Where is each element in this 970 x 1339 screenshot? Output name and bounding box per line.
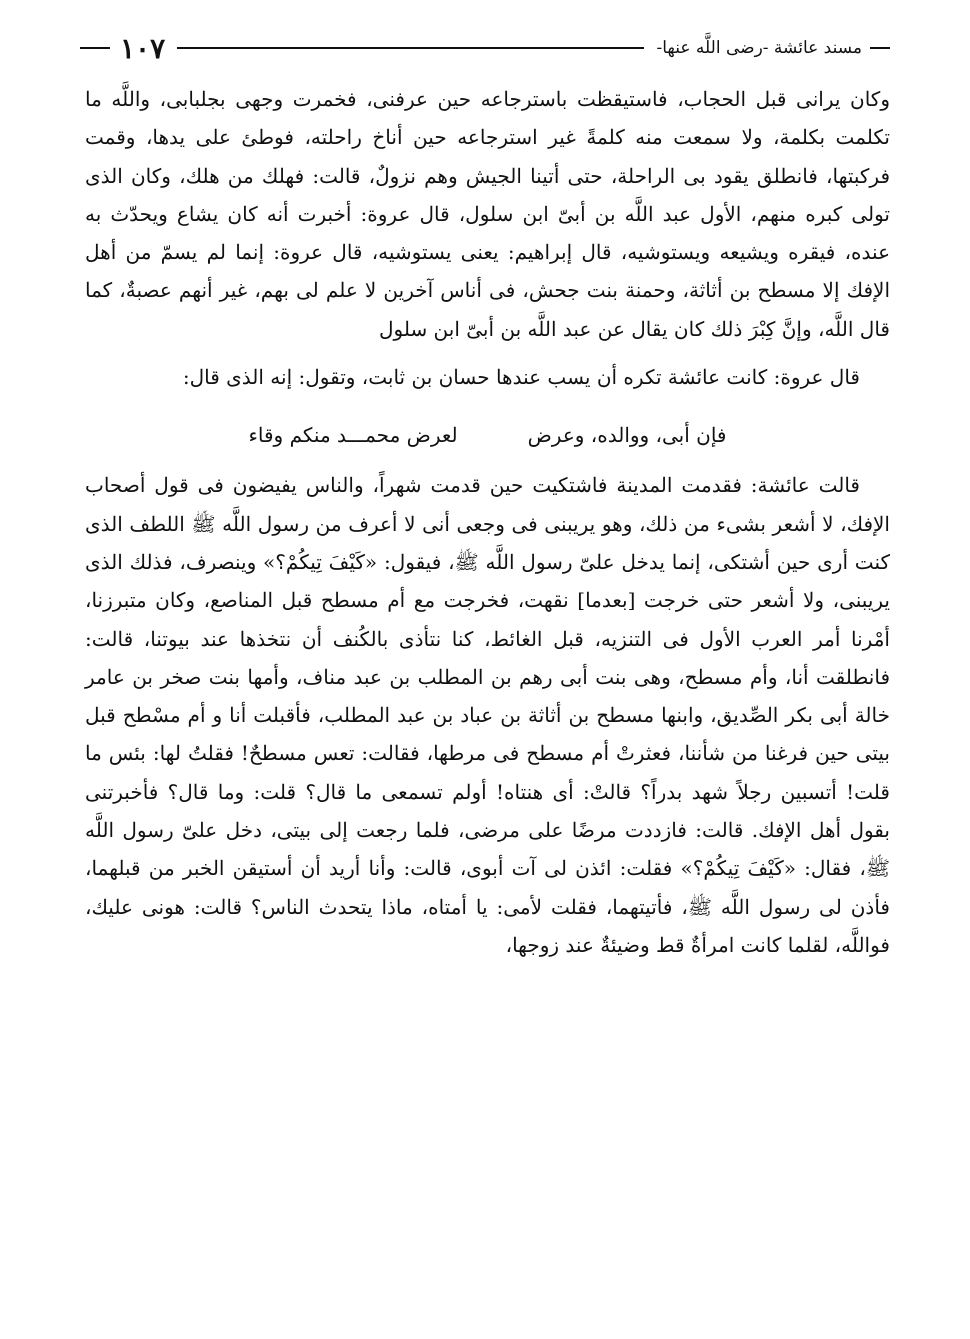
header-dash-right	[870, 47, 890, 49]
poem-verse	[85, 416, 890, 454]
page-header	[80, 28, 890, 68]
verse-second-hemistich: لعرض محمـــد منكم وقاء	[248, 423, 458, 448]
page-number: ١٠٧	[120, 31, 166, 65]
header-dash-left	[80, 47, 110, 49]
paragraph-3: قالت عائشة: فقدمت المدينة فاشتكيت حين قدمت شهراً، والناس يفيضون فى قول أصحاب الإفك، لا أشعر بشىء من ذلك، وهو يريبنى فى وجعى أنى لا أعرف من رسول اللَّه ﷺ اللطف الذى كنت أرى حين أشتكى، إنما يدخل علىّ رسول اللَّه ﷺ، فيقول: «كَيْفَ تِيكُمْ؟» وينصرف، فذلك الذى يريبنى، ولا أشعر حتى خرجت [بعدما] نقهت، فخرجت مع أم مسطح قبل المناصع، وكان متبرزنا، أمْرنا أمر العرب الأول فى التنزيه، قبل الغائط، كنا نتأذى بالكُنف أن نتخذها عند بيوتنا، قالت: فانطلقت أنا، وأم مسطح، وهى بنت أبى رهم بن المطلب بن عبد مناف، وأمها بنت صخر بن عامر خالة أبى بكر الصِّديق، وابنها مسطح بن أثاثة بن عباد بن عبد المطلب، فأقبلت أنا و أم مسْطح قبل بيتى حين فرغنا من شأننا، فعثرتْ أم مسطح فى مرطها، فقالت: تعس مسطحٌ! فقلتُ لها: بئس ما قلت! أتسبين رجلاً شهد بدراً؟ قالتْ: أى هنتاه! أولم تسمعى ما قال؟ قلت: وما قال؟ فأخبرتنى بقول أهل الإفك. قالت: فازددت مرضًا على مرضى، فلما رجعت إلى بيتى، دخل علىّ رسول اللَّه ﷺ، فقال: «كَيْفَ تِيكُمْ؟» فقلت: ائذن لى آت أبوى، قالت: وأنا أريد أن أستيقن الخبر من قبلهما، فأذن لى رسول اللَّه ﷺ، فأتيتهما، فقلت لأمى: يا أمتاه، ماذا يتحدث الناس؟ قالت: هونى عليك، فواللَّه، لقلما كانت امرأةٌ قط وضيئةٌ عند زوجها،	[85, 473, 891, 957]
header-rule	[177, 47, 644, 49]
running-title: مسند عائشة -رضى اللَّه عنها-	[656, 38, 862, 58]
verse-first-hemistich: فإن أبى، ووالده، وعرض	[527, 423, 727, 448]
paragraph-1: وكان يرانى قبل الحجاب، فاستيقظت باسترجاعه حين عرفنى، فخمرت وجهى بجلبابى، واللَّه ما تكلمت بكلمة، ولا سمعت منه كلمةً غير استرجاعه حين أناخ راحلته، فوطئ على يدها، وقمت فركبتها، فانطلق يقود بى الراحلة، حتى أتينا الجيش وهم نزولٌ، قالت: فهلك من هلك، وكان الذى تولى كبره منهم، الأول عبد اللَّه بن أبىّ ابن سلول، قال عروة: أخبرت أنه كان يشاع ويحدّث به عنده، فيقره ويشيعه ويستوشيه، قال إبراهيم: يعنى يستوشيه، قال عروة: إنما لم يسمّ من أهل الإفك إلا مسطح بن أثاثة، وحمنة بنت جحش، فى أناس آخرين لا علم لى بهم، غير أنهم عصبةٌ، كما قال اللَّه، وإنَّ كِبْرَ ذلك كان يقال عن عبد اللَّه بن أبىّ ابن سلول	[85, 87, 891, 341]
paragraph-2: قال عروة: كانت عائشة تكره أن يسب عندها حسان بن ثابت، وتقول: إنه الذى قال:	[182, 365, 860, 390]
page-body	[85, 80, 890, 964]
